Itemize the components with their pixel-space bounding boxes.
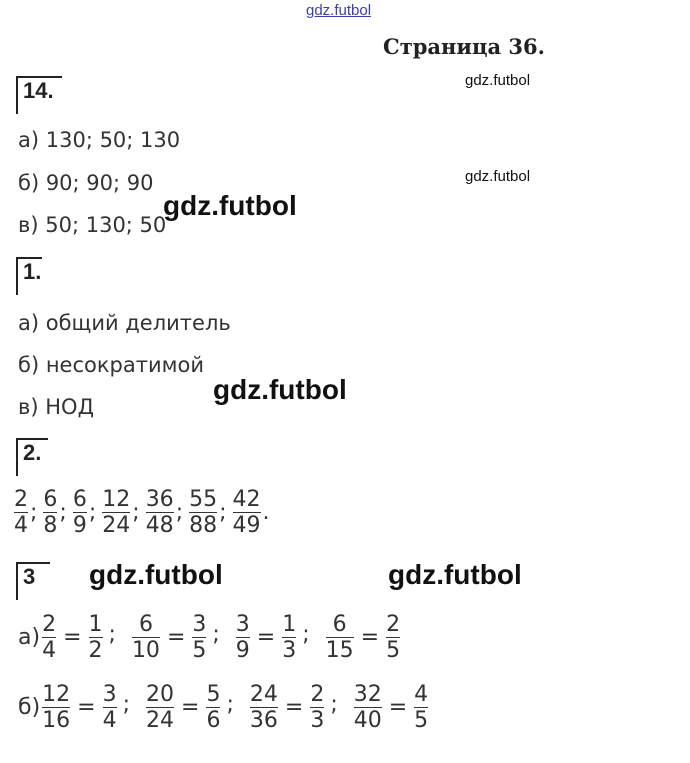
task3-row-b-left-fraction-numerator: 20 — [146, 682, 175, 707]
task3-row-b-right-fraction-denominator: 6 — [206, 708, 221, 734]
task3-row-b-right-fraction-numerator: 2 — [310, 682, 325, 707]
task3-row-a-equals: = — [63, 625, 82, 651]
task1-number-box — [16, 257, 42, 295]
task2-fraction-denominator: 8 — [43, 513, 58, 539]
task14-line-c: в) 50; 130; 50 — [18, 213, 167, 237]
task2-fraction-denominator: 24 — [102, 513, 131, 539]
task2-end: . — [262, 499, 270, 525]
task2-fraction-numerator: 2 — [14, 487, 28, 512]
task3-row-b-left-fraction — [146, 682, 174, 734]
task3-row-b-separator: ; — [122, 692, 131, 717]
task2-separator: ; — [175, 499, 184, 525]
task3-row-a-right-fraction-numerator: 1 — [282, 612, 297, 637]
task3-row-a-right-fraction-numerator: 3 — [192, 612, 207, 637]
task2-fraction — [102, 487, 130, 539]
task3-row-a-left-fraction-denominator: 10 — [131, 638, 160, 664]
task3-row-a-separator: ; — [302, 622, 310, 647]
task3-row-a-right-fraction-denominator: 5 — [386, 638, 401, 664]
task3-row-b-right-fraction-denominator: 3 — [310, 708, 325, 734]
task14-line-b: б) 90; 90; 90 — [18, 171, 154, 195]
task2-separator: ; — [219, 499, 227, 525]
task3-row-b-right-fraction-numerator: 3 — [102, 682, 117, 707]
task3-row-b-left-fraction-numerator: 32 — [353, 682, 382, 707]
task3-row-b-left-fraction — [354, 682, 382, 734]
watermark-small-2: gdz.futbol — [465, 168, 531, 185]
task3-row-a — [18, 612, 400, 664]
task3-row-b-right-fraction-numerator: 5 — [206, 682, 221, 707]
task2-fraction — [146, 487, 174, 539]
task14-line-a: а) 130; 50; 130 — [18, 128, 181, 152]
task2-fractions — [14, 487, 276, 539]
task1-number: 1. — [23, 259, 42, 284]
task2-fraction-numerator: 55 — [189, 487, 218, 512]
task2-fraction — [189, 487, 217, 539]
task2-separator: ; — [30, 499, 38, 525]
task14-number-box — [16, 76, 62, 114]
task2-fraction-denominator: 4 — [14, 513, 28, 539]
task3-row-b-left-fraction — [250, 682, 278, 734]
task3-row-b-equals: = — [77, 695, 96, 721]
task3-row-a-left-fraction-numerator: 3 — [235, 612, 250, 637]
task2-fraction-denominator: 48 — [145, 513, 174, 539]
task3-row-a-left-fraction — [326, 612, 354, 664]
task3-row-a-separator: ; — [212, 622, 220, 647]
task3-row-b-right-fraction — [206, 682, 220, 734]
task3-row-a-left-fraction-denominator: 4 — [42, 638, 57, 664]
task3-row-a-left-fraction-numerator: 6 — [138, 612, 153, 637]
task2-fraction-numerator: 12 — [102, 487, 131, 512]
task2-number: 2. — [23, 440, 42, 465]
task3-row-b-left-fraction-denominator: 24 — [146, 708, 175, 734]
task1-line-b: б) несократимой — [18, 353, 204, 377]
task3-row-b-right-fraction-denominator: 5 — [414, 708, 429, 734]
task2-number-box — [16, 438, 48, 476]
task2-fraction-denominator: 49 — [232, 513, 261, 539]
task3-row-a-right-fraction — [282, 612, 296, 664]
task14-number: 14. — [23, 78, 54, 103]
watermark-large-3: gdz.futbol — [89, 559, 223, 590]
task3-row-b-left-fraction-denominator: 36 — [249, 708, 278, 734]
task2-fraction-denominator: 9 — [72, 513, 87, 539]
task3-number: 3 — [23, 564, 36, 589]
task3-row-a-right-fraction-numerator: 2 — [386, 612, 401, 637]
task2-separator: ; — [132, 499, 140, 525]
task3-row-a-right-fraction — [386, 612, 400, 664]
task3-row-a-right-fraction-denominator: 2 — [88, 638, 103, 664]
task3-row-b-separator: ; — [226, 692, 234, 717]
task2-separator: ; — [88, 499, 97, 525]
task3-row-a-right-fraction — [89, 612, 103, 664]
task3-row-b-equals: = — [284, 695, 304, 721]
task3-row-a-left-fraction-numerator: 2 — [42, 612, 57, 637]
task3-row-b-left-fraction-denominator: 16 — [42, 708, 71, 734]
task2-fraction-numerator: 42 — [232, 487, 261, 512]
task2-fraction — [14, 487, 28, 539]
task3-row-b-equals: = — [388, 695, 408, 721]
task3-row-a-left-fraction-denominator: 15 — [325, 638, 354, 664]
task1-line-a: а) общий делитель — [18, 311, 231, 335]
watermark-small-1: gdz.futbol — [465, 72, 531, 89]
task3-row-a-right-fraction — [192, 612, 206, 664]
task3-row-a-label: а) — [18, 625, 41, 651]
watermark-large-4: gdz.futbol — [388, 559, 522, 590]
task2-fraction-numerator: 6 — [72, 487, 87, 512]
watermark-large-1: gdz.futbol — [163, 190, 297, 221]
page-title: Страница 36. — [383, 34, 545, 59]
task3-row-a-left-fraction — [42, 612, 56, 664]
task3-row-b-left-fraction-numerator: 24 — [249, 682, 278, 707]
task3-row-b-label: б) — [18, 695, 41, 721]
task3-row-a-left-fraction — [132, 612, 160, 664]
task2-separator: ; — [59, 499, 67, 525]
task3-row-b-separator: ; — [330, 692, 338, 717]
task3-row-b-left-fraction-numerator: 12 — [42, 682, 71, 707]
task3-row-b-left-fraction-denominator: 40 — [353, 708, 382, 734]
task3-row-b-left-fraction — [42, 682, 70, 734]
task3-row-a-equals: = — [360, 625, 380, 651]
task3-row-a-left-fraction — [236, 612, 250, 664]
task2-fraction-numerator: 6 — [43, 487, 58, 512]
task3-row-b — [18, 682, 428, 734]
task3-row-a-right-fraction-numerator: 1 — [88, 612, 103, 637]
task2-fraction-numerator: 36 — [145, 487, 174, 512]
task3-row-a-right-fraction-denominator: 3 — [282, 638, 297, 664]
task3-row-b-right-fraction-denominator: 4 — [102, 708, 117, 734]
task3-row-a-separator: ; — [108, 622, 116, 647]
task3-row-b-right-fraction — [414, 682, 428, 734]
task3-number-box — [16, 562, 50, 600]
task3-row-b-right-fraction — [103, 682, 117, 734]
task3-row-b-equals: = — [181, 695, 200, 721]
task3-row-a-left-fraction-numerator: 6 — [332, 612, 347, 637]
watermark-large-2: gdz.futbol — [213, 374, 347, 405]
task2-fraction-denominator: 88 — [189, 513, 218, 539]
task2-fraction — [73, 487, 87, 539]
task1-line-c: в) НОД — [18, 395, 94, 419]
task3-row-a-equals: = — [166, 625, 186, 651]
task3-row-b-right-fraction-numerator: 4 — [414, 682, 429, 707]
watermark-top: gdz.futbol — [306, 2, 372, 19]
task3-row-b-right-fraction — [310, 682, 324, 734]
task2-fraction — [43, 487, 57, 539]
task2-fraction — [233, 487, 261, 539]
task3-row-a-left-fraction-denominator: 9 — [235, 638, 250, 664]
task3-row-a-equals: = — [256, 625, 276, 651]
task3-row-a-right-fraction-denominator: 5 — [192, 638, 207, 664]
